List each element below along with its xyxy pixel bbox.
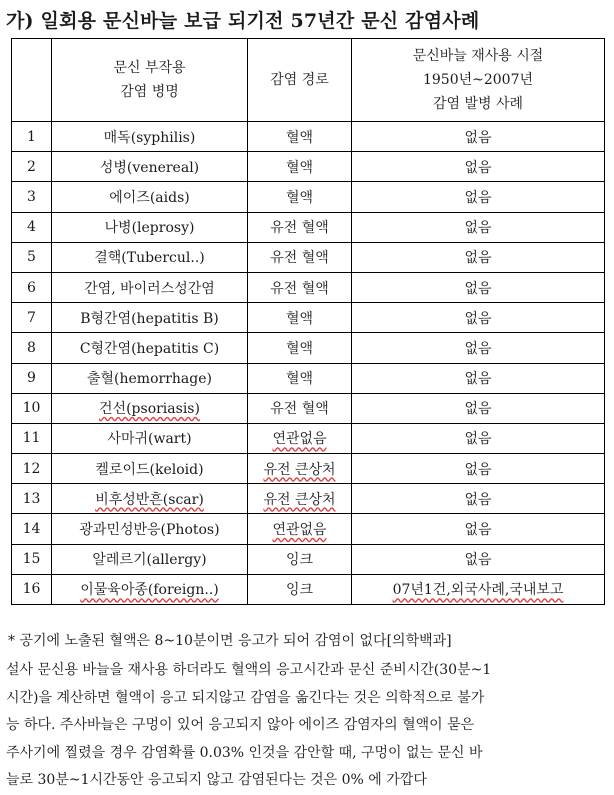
row-route: 혈액	[248, 363, 352, 393]
row-cases: 없음	[352, 242, 605, 272]
infection-cases-table	[11, 38, 605, 605]
row-route: 연관없음	[248, 514, 352, 544]
row-route: 연관없음	[248, 423, 352, 453]
row-disease: 성병(venereal)	[52, 152, 248, 182]
table-row	[12, 122, 605, 152]
paragraph-line: 시간)을 계산하면 혈액이 응고 되지않고 감염을 옮긴다는 것은 의학적으로 불가	[6, 689, 485, 706]
row-number: 16	[12, 574, 52, 604]
row-number: 13	[12, 484, 52, 514]
table-row	[12, 272, 605, 302]
row-cases: 없음	[352, 212, 605, 242]
row-route: 유전 혈액	[248, 393, 352, 423]
table-header-row	[12, 39, 605, 122]
row-disease: 사마귀(wart)	[52, 423, 248, 453]
table-row	[12, 303, 605, 333]
row-disease: 에이즈(aids)	[52, 182, 248, 212]
row-number: 10	[12, 393, 52, 423]
header-cases-line-3: 감염 발병 사례	[432, 96, 524, 112]
header-route: 감염 경로	[248, 39, 352, 122]
paragraph-line: 능 하다. 주사바늘은 구멍이 있어 응고되지 않아 에이즈 감염자의 혈액이 묻은	[6, 717, 475, 733]
row-number: 8	[12, 333, 52, 363]
row-number: 11	[12, 423, 52, 453]
table-row	[12, 484, 605, 514]
header-disease	[52, 39, 248, 122]
table-row	[12, 574, 605, 604]
row-number: 1	[12, 122, 52, 152]
row-number: 9	[12, 363, 52, 393]
table-row	[12, 514, 605, 544]
table-row	[12, 454, 605, 484]
row-number: 6	[12, 272, 52, 302]
row-number: 4	[12, 212, 52, 242]
row-cases: 없음	[352, 303, 605, 333]
row-route: 잉크	[248, 544, 352, 574]
explanation-paragraph	[6, 657, 608, 795]
row-disease: 이물육아종(foreign..)	[52, 574, 248, 604]
row-cases: 07년1건,외국사례,국내보고	[352, 574, 605, 604]
row-cases: 없음	[352, 484, 605, 514]
row-number: 3	[12, 182, 52, 212]
paragraph-line: 늘로 30분~1시간동안 응고되지 않고 감염된다는 것은 0% 에 가깝다	[6, 772, 427, 788]
footnote: * 공기에 노출된 혈액은 8~10분이면 응고가 되어 감염이 없다[의학백과]	[8, 633, 452, 649]
row-disease: 나병(leprosy)	[52, 212, 248, 242]
page-title: 가) 일회용 문신바늘 보급 되기전 57년간 문신 감염사례	[6, 10, 480, 32]
row-route: 유전 혈액	[248, 242, 352, 272]
row-number: 12	[12, 454, 52, 484]
row-route: 잉크	[248, 574, 352, 604]
row-disease: C형간염(hepatitis C)	[52, 333, 248, 363]
header-cases	[352, 39, 605, 122]
row-route: 혈액	[248, 303, 352, 333]
table-row	[12, 333, 605, 363]
row-disease: B형간염(hepatitis B)	[52, 303, 248, 333]
table-row	[12, 212, 605, 242]
row-number: 5	[12, 242, 52, 272]
table-row	[12, 182, 605, 212]
paragraph-line: 주사기에 찔렸을 경우 감염확률 0.03% 인것을 감안할 때, 구멍이 없는 문신 바	[6, 744, 483, 761]
row-cases: 없음	[352, 544, 605, 574]
row-route: 유전 큰상처	[248, 484, 352, 514]
row-route: 유전 혈액	[248, 212, 352, 242]
row-disease: 출혈(hemorrhage)	[52, 363, 248, 393]
table-row	[12, 393, 605, 423]
header-disease-line-1: 문신 부작용	[113, 60, 186, 76]
table-row	[12, 423, 605, 453]
header-cases-line-2: 1950년~2007년	[422, 72, 534, 88]
row-route: 혈액	[248, 152, 352, 182]
row-route: 혈액	[248, 182, 352, 212]
row-number: 15	[12, 544, 52, 574]
row-cases: 없음	[352, 152, 605, 182]
row-disease: 건선(psoriasis)	[52, 393, 248, 423]
table-row	[12, 544, 605, 574]
row-cases: 없음	[352, 272, 605, 302]
row-disease: 간염, 바이러스성간염	[52, 272, 248, 302]
row-disease: 알레르기(allergy)	[52, 544, 248, 574]
row-route: 유전 큰상처	[248, 454, 352, 484]
row-number: 14	[12, 514, 52, 544]
row-cases: 없음	[352, 363, 605, 393]
row-disease: 매독(syphilis)	[52, 122, 248, 152]
row-cases: 없음	[352, 454, 605, 484]
row-cases: 없음	[352, 393, 605, 423]
row-disease: 결핵(Tubercul..)	[52, 242, 248, 272]
row-cases: 없음	[352, 333, 605, 363]
table-row	[12, 242, 605, 272]
row-cases: 없음	[352, 182, 605, 212]
header-number	[12, 39, 52, 122]
header-cases-line-1: 문신바늘 재사용 시절	[412, 48, 544, 64]
table-row	[12, 152, 605, 182]
row-cases: 없음	[352, 514, 605, 544]
row-number: 7	[12, 303, 52, 333]
table-row	[12, 363, 605, 393]
row-route: 유전 혈액	[248, 272, 352, 302]
row-route: 혈액	[248, 122, 352, 152]
row-disease: 비후성반흔(scar)	[52, 484, 248, 514]
row-disease: 광과민성반응(Photos)	[52, 514, 248, 544]
row-disease: 켈로이드(keloid)	[52, 454, 248, 484]
row-cases: 없음	[352, 122, 605, 152]
header-disease-line-2: 감염 병명	[120, 84, 179, 100]
row-route: 혈액	[248, 333, 352, 363]
row-number: 2	[12, 152, 52, 182]
paragraph-line: 설사 문신용 바늘을 재사용 하더라도 혈액의 응고시간과 문신 준비시간(30분~1	[6, 662, 492, 678]
row-cases: 없음	[352, 423, 605, 453]
